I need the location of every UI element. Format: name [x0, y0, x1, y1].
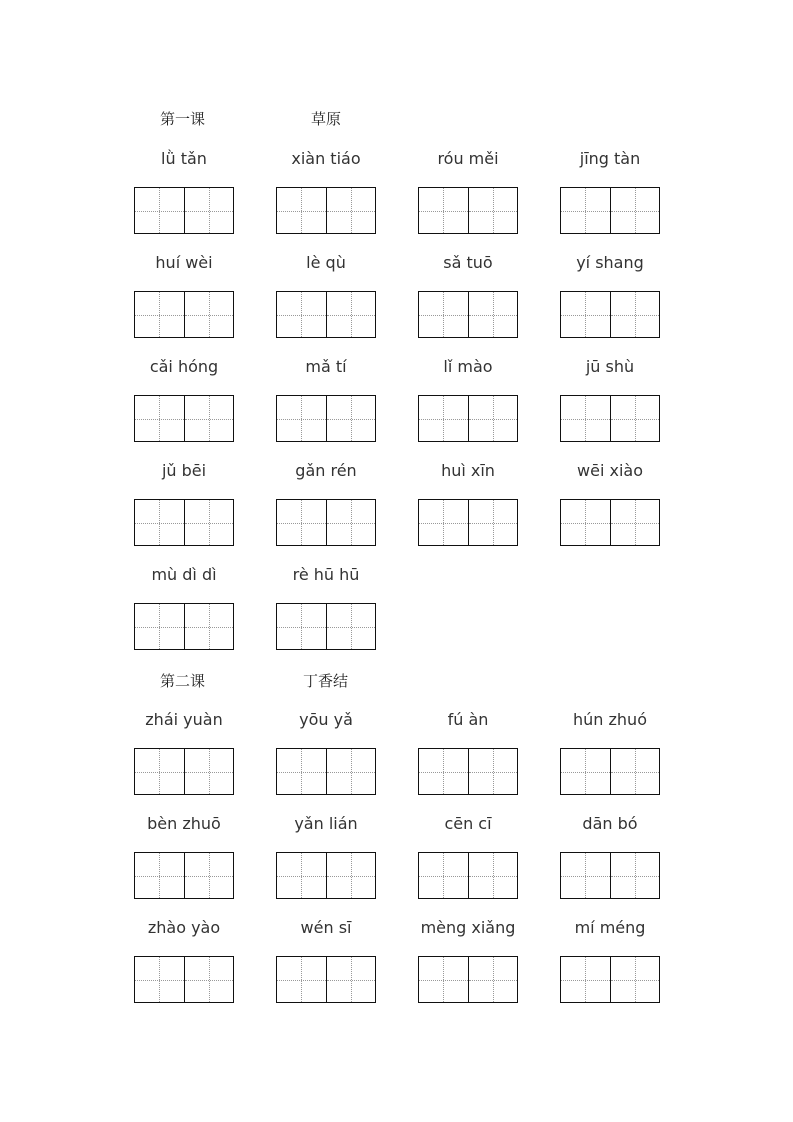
- tianzige-writing-grid[interactable]: [134, 187, 234, 234]
- character-square[interactable]: [277, 604, 326, 649]
- character-square[interactable]: [468, 853, 518, 898]
- character-square[interactable]: [468, 292, 518, 337]
- tianzige-writing-grid[interactable]: [276, 291, 376, 338]
- tianzige-writing-grid[interactable]: [418, 499, 518, 546]
- pinyin-label: lǜ tǎn: [161, 149, 207, 168]
- pinyin-label: wēi xiào: [577, 461, 643, 480]
- pinyin-label: yǎn lián: [294, 814, 358, 833]
- character-square[interactable]: [277, 500, 326, 545]
- character-square[interactable]: [326, 188, 376, 233]
- tianzige-writing-grid[interactable]: [276, 748, 376, 795]
- character-square[interactable]: [277, 749, 326, 794]
- pinyin-label: zhái yuàn: [145, 710, 223, 729]
- character-square[interactable]: [184, 500, 234, 545]
- pinyin-label: cǎi hóng: [149, 357, 219, 376]
- tianzige-writing-grid[interactable]: [418, 748, 518, 795]
- pinyin-label: lǐ mào: [443, 357, 493, 376]
- pinyin-label: róu měi: [437, 149, 499, 168]
- character-square[interactable]: [135, 957, 184, 1002]
- tianzige-writing-grid[interactable]: [560, 499, 660, 546]
- tianzige-writing-grid[interactable]: [134, 499, 234, 546]
- character-square[interactable]: [326, 500, 376, 545]
- pinyin-label: yí shang: [576, 253, 644, 272]
- character-square[interactable]: [326, 749, 376, 794]
- pinyin-label: mí méng: [574, 918, 646, 937]
- character-square[interactable]: [610, 749, 660, 794]
- character-square[interactable]: [468, 188, 518, 233]
- character-square[interactable]: [610, 500, 660, 545]
- character-square[interactable]: [326, 292, 376, 337]
- character-square[interactable]: [419, 749, 468, 794]
- character-square[interactable]: [561, 853, 610, 898]
- character-square[interactable]: [468, 500, 518, 545]
- character-square[interactable]: [419, 188, 468, 233]
- character-square[interactable]: [468, 957, 518, 1002]
- pinyin-label: rè hū hū: [292, 565, 360, 584]
- character-square[interactable]: [184, 604, 234, 649]
- pinyin-label: sǎ tuō: [443, 253, 493, 272]
- pinyin-label: lè qù: [306, 253, 346, 272]
- lesson-title: 草原: [311, 110, 342, 128]
- pinyin-label: gǎn rén: [295, 461, 357, 480]
- character-square[interactable]: [277, 853, 326, 898]
- character-square[interactable]: [135, 500, 184, 545]
- character-square[interactable]: [561, 749, 610, 794]
- pinyin-label: huì xīn: [441, 461, 495, 480]
- pinyin-label: cēn cī: [444, 814, 492, 833]
- character-square[interactable]: [468, 396, 518, 441]
- lesson-label: 第二课: [160, 672, 206, 690]
- pinyin-label: mǎ tí: [305, 357, 347, 376]
- pinyin-label: mèng xiǎng: [420, 918, 516, 937]
- character-square[interactable]: [610, 396, 660, 441]
- pinyin-label: dān bó: [582, 814, 638, 833]
- character-square[interactable]: [561, 188, 610, 233]
- tianzige-writing-grid[interactable]: [418, 291, 518, 338]
- tianzige-writing-grid[interactable]: [134, 291, 234, 338]
- tianzige-writing-grid[interactable]: [276, 852, 376, 899]
- character-square[interactable]: [610, 188, 660, 233]
- tianzige-writing-grid[interactable]: [560, 852, 660, 899]
- character-square[interactable]: [184, 188, 234, 233]
- tianzige-writing-grid[interactable]: [560, 395, 660, 442]
- pinyin-label: bèn zhuō: [147, 814, 221, 833]
- tianzige-writing-grid[interactable]: [560, 187, 660, 234]
- pinyin-label: mù dì dì: [151, 565, 217, 584]
- pinyin-label: fú àn: [447, 710, 489, 729]
- character-square[interactable]: [561, 396, 610, 441]
- tianzige-writing-grid[interactable]: [134, 956, 234, 1003]
- tianzige-writing-grid[interactable]: [418, 852, 518, 899]
- pinyin-label: xiàn tiáo: [291, 149, 361, 168]
- tianzige-writing-grid[interactable]: [276, 956, 376, 1003]
- pinyin-label: huí wèi: [155, 253, 213, 272]
- character-square[interactable]: [561, 500, 610, 545]
- character-square[interactable]: [468, 749, 518, 794]
- character-square[interactable]: [184, 957, 234, 1002]
- tianzige-writing-grid[interactable]: [418, 956, 518, 1003]
- character-square[interactable]: [326, 853, 376, 898]
- character-square[interactable]: [135, 604, 184, 649]
- pinyin-label: jǔ bēi: [161, 461, 207, 480]
- pinyin-label: zhào yào: [147, 918, 221, 937]
- character-square[interactable]: [135, 188, 184, 233]
- tianzige-writing-grid[interactable]: [134, 748, 234, 795]
- character-square[interactable]: [419, 292, 468, 337]
- character-square[interactable]: [184, 749, 234, 794]
- tianzige-writing-grid[interactable]: [276, 499, 376, 546]
- character-square[interactable]: [277, 396, 326, 441]
- character-square[interactable]: [326, 396, 376, 441]
- tianzige-writing-grid[interactable]: [134, 852, 234, 899]
- character-square[interactable]: [277, 292, 326, 337]
- character-square[interactable]: [326, 957, 376, 1002]
- tianzige-writing-grid[interactable]: [134, 603, 234, 650]
- lesson-label: 第一课: [160, 110, 206, 128]
- character-square[interactable]: [184, 853, 234, 898]
- character-square[interactable]: [419, 396, 468, 441]
- character-square[interactable]: [135, 292, 184, 337]
- pinyin-label: yōu yǎ: [299, 710, 353, 729]
- character-square[interactable]: [135, 853, 184, 898]
- character-square[interactable]: [184, 292, 234, 337]
- pinyin-label: hún zhuó: [573, 710, 647, 729]
- character-square[interactable]: [561, 292, 610, 337]
- tianzige-writing-grid[interactable]: [134, 395, 234, 442]
- pinyin-label: wén sī: [300, 918, 352, 937]
- tianzige-writing-grid[interactable]: [560, 956, 660, 1003]
- character-square[interactable]: [610, 853, 660, 898]
- tianzige-writing-grid[interactable]: [418, 395, 518, 442]
- character-square[interactable]: [135, 396, 184, 441]
- character-square[interactable]: [419, 853, 468, 898]
- tianzige-writing-grid[interactable]: [418, 187, 518, 234]
- character-square[interactable]: [561, 957, 610, 1002]
- tianzige-writing-grid[interactable]: [560, 291, 660, 338]
- character-square[interactable]: [610, 292, 660, 337]
- character-square[interactable]: [277, 957, 326, 1002]
- character-square[interactable]: [135, 749, 184, 794]
- character-square[interactable]: [419, 500, 468, 545]
- pinyin-label: jīng tàn: [579, 149, 641, 168]
- tianzige-writing-grid[interactable]: [276, 395, 376, 442]
- pinyin-label: jū shù: [585, 357, 635, 376]
- character-square[interactable]: [277, 188, 326, 233]
- character-square[interactable]: [419, 957, 468, 1002]
- character-square[interactable]: [610, 957, 660, 1002]
- tianzige-writing-grid[interactable]: [560, 748, 660, 795]
- tianzige-writing-grid[interactable]: [276, 187, 376, 234]
- tianzige-writing-grid[interactable]: [276, 603, 376, 650]
- character-square[interactable]: [326, 604, 376, 649]
- lesson-title: 丁香结: [303, 672, 349, 690]
- character-square[interactable]: [184, 396, 234, 441]
